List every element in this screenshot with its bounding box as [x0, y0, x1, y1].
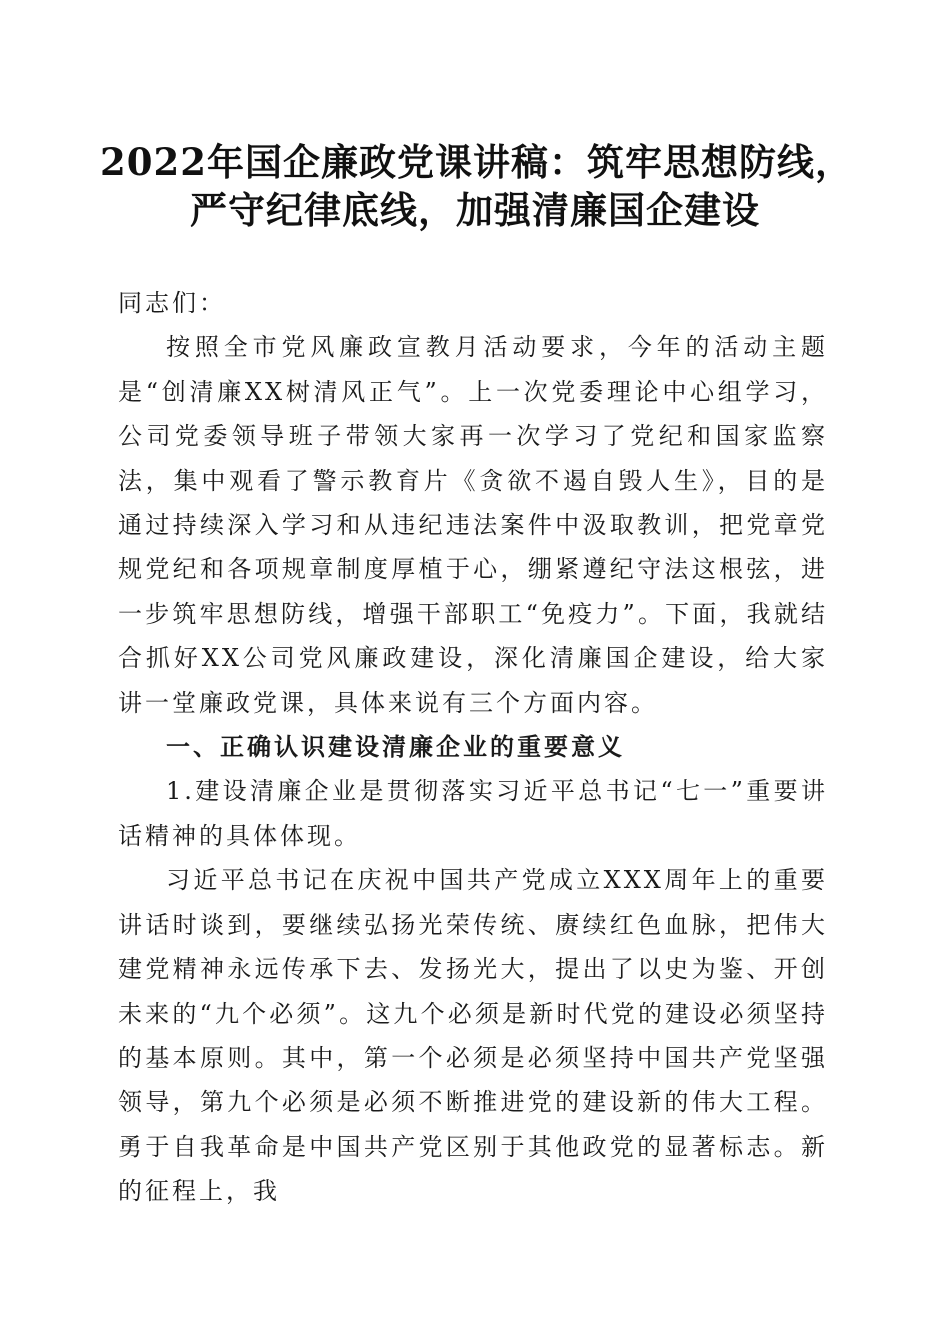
document-title — [100, 138, 853, 234]
document-body — [118, 281, 828, 1214]
title-line-1: 2022年国企廉政党课讲稿：筑牢思想防线， — [100, 140, 853, 184]
subheading-1: 1.建设清廉企业是贯彻落实习近平总书记“七一”重要讲话精神的具体体现。 — [118, 777, 828, 850]
paragraph-body: 习近平总书记在庆祝中国共产党成立XXX周年上的重要讲话时谈到，要继续弘扬光荣传统、赓续红色血脉，把伟大建党精神永远传承下去、发扬光大，提出了以史为鉴、开创未来的“九个必须”。这九个必须是新时代党的建设必须坚持的基本原则。其中，第一个必须是必须坚持中国共产党坚强领导，第九个必须是必须不断推进党的建设新的伟大工程。勇于自我革命是中国共产党区别于其他政党的显著标志。新的征程上，我 — [118, 866, 828, 1206]
title-line-2: 严守纪律底线，加强清廉国企建设 — [190, 188, 760, 232]
salutation: 同志们： — [118, 289, 226, 317]
section-heading-1: 一、正确认识建设清廉企业的重要意义 — [166, 732, 625, 762]
paragraph-intro: 按照全市党风廉政宣教月活动要求，今年的活动主题是“创清廉XX树清风正气”。上一次党委理论中心组学习，公司党委领导班子带领大家再一次学习了党纪和国家监察法，集中观看了警示教育片《贪欲不遏自毁人生》，目的是通过持续深入学习和从违纪违法案件中汲取教训，把党章党规党纪和各项规章制度厚植于心，绷紧遵纪守法这根弦，进一步筑牢思想防线，增强干部职工“免疫力”。下面，我就结合抓好XX公司党风廉政建设，深化清廉国企建设，给大家讲一堂廉政党课，具体来说有三个方面内容。 — [118, 333, 828, 717]
